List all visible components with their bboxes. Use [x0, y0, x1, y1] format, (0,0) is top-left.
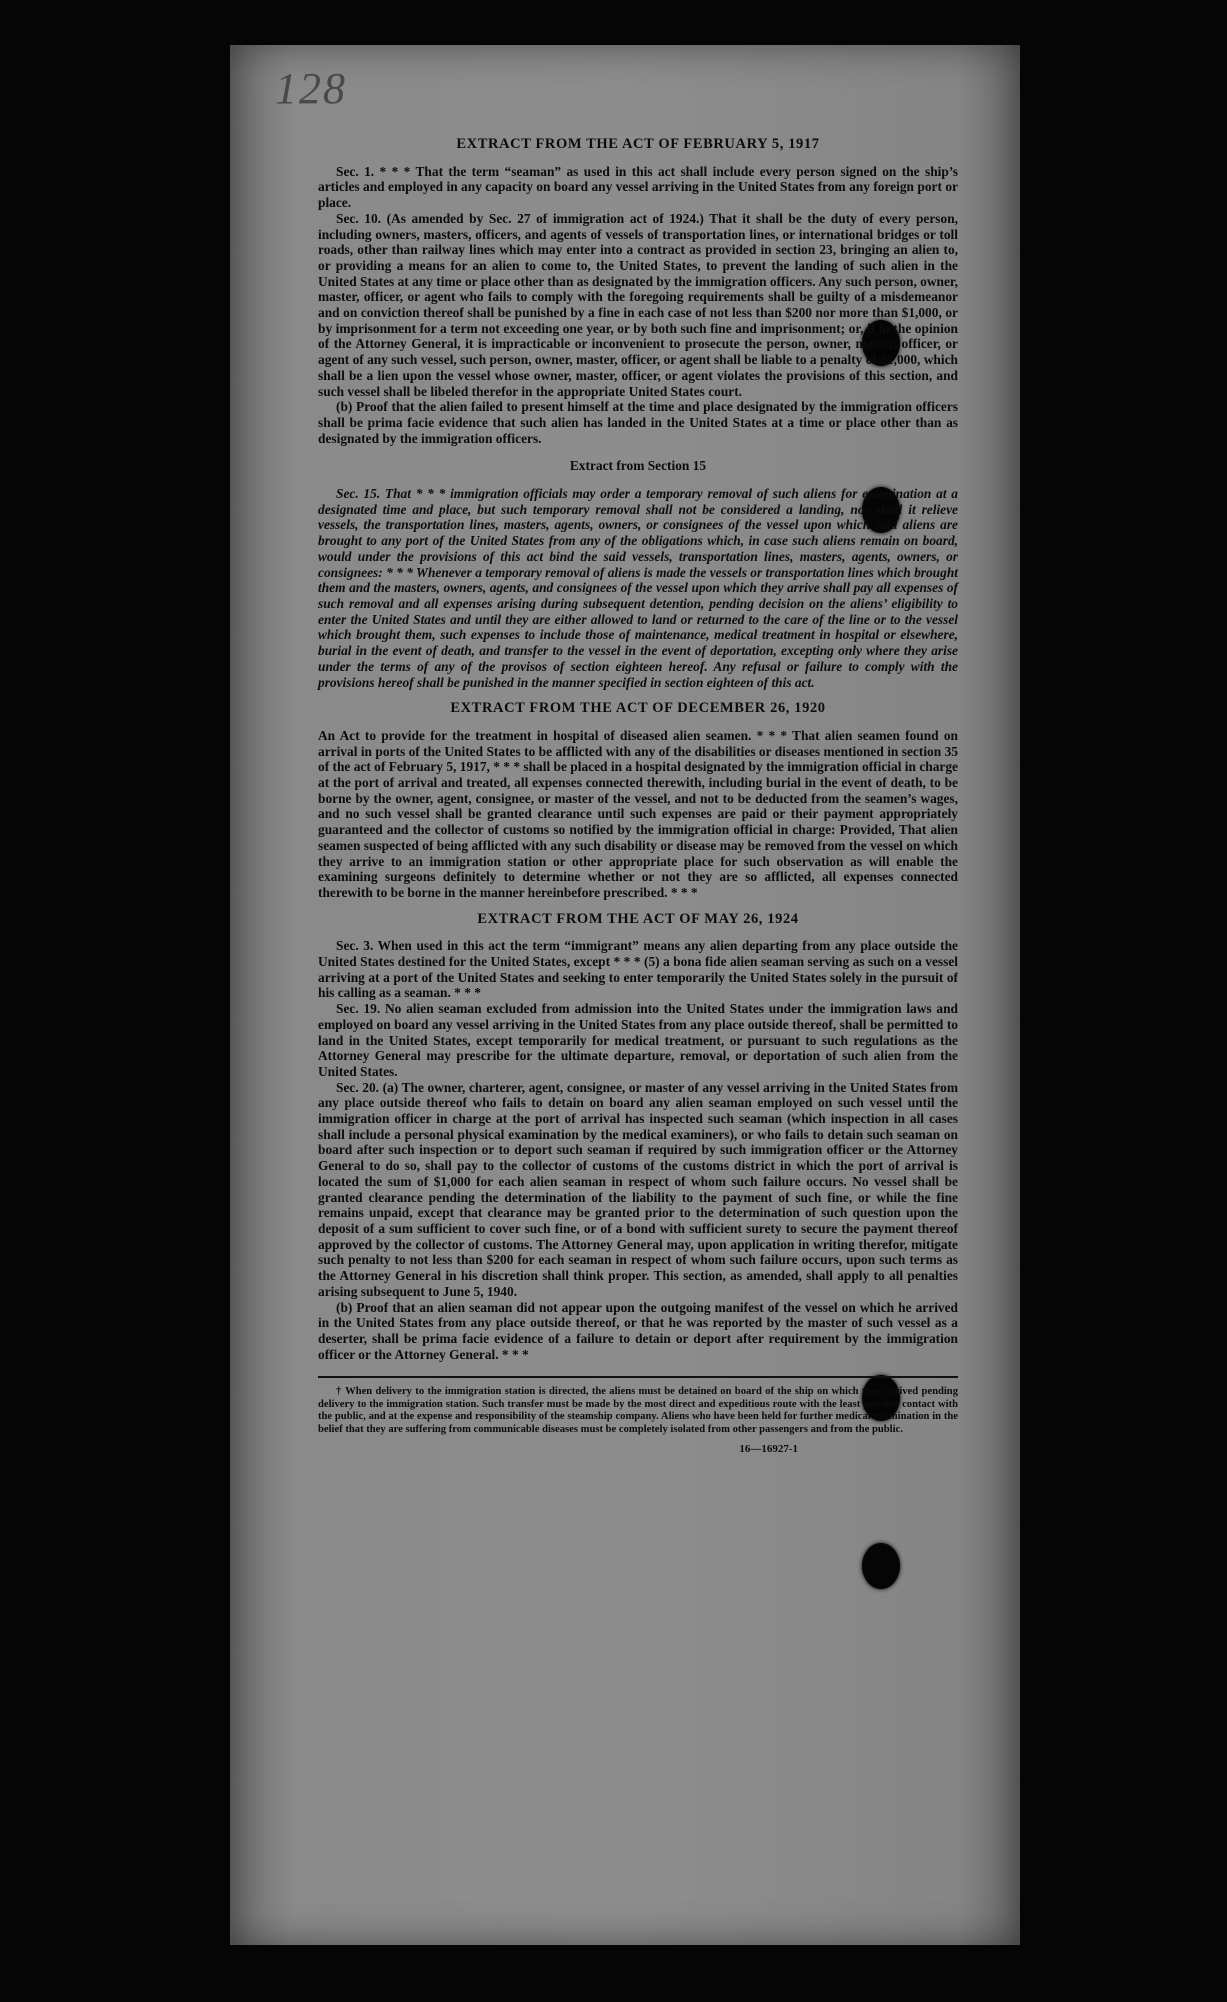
footnote-divider: [318, 1376, 958, 1378]
heading-act-1917: EXTRACT FROM THE ACT OF FEBRUARY 5, 1917: [456, 136, 820, 152]
document-body: [318, 137, 958, 1458]
paragraph-sec-20-b: (b) Proof that an alien seaman did not appear upon the outgoing manifest of the vessel on which he arrived in the United States from any place outside thereof, or that he was reported by the master of such vessel as a deserter, shall be prima facie evidence of a failure to detain or deport after requirement by the immigration officer or the Attorney General. * * *: [318, 1299, 958, 1362]
paragraph-sec-19: Sec. 19. No alien seaman excluded from admission into the United States under the immigration laws and employed on board any vessel arriving in the United States from any place outside thereof, shall be permitted to land in the United States, except temporarily for medical treatment, or pursuant to such regulations as the Attorney General may prescribe for the ultimate departure, removal, or deportation of such alien from the United States.: [318, 1001, 958, 1079]
paragraph-act-1920: An Act to provide for the treatment in hospital of diseased alien seamen. * * * That alien seamen found on arrival in ports of the United States to be afflicted with any of the disabilities or diseases mentioned in section 35 of the act of February 5, 1917, * * * shall be placed in a hospital designated by the immigration official in charge at the port of arrival and treated, all expenses connected therewith, including burial in the event of death, to be borne by the owner, agent, consignee, or master of the vessel, and not to be deducted from the seamen’s wages, and no such vessel shall be granted clearance until such expenses are paid or their payment appropriately guaranteed and the collector of customs so notified by the immigration official in charge: Provided, That alien seamen suspected of being afflicted with any such disability or disease may be removed from the vessel on which they arrive to an immigration station or other appropriate place for such observation as will enable the examining surgeons definitely to determine whether or not they are so afflicted, all expenses connected therewith to be borne in the manner hereinbefore prescribed. * * *: [318, 727, 958, 900]
heading-act-1920: EXTRACT FROM THE ACT OF DECEMBER 26, 1920: [450, 700, 826, 717]
heading-section-15: Extract from Section 15: [569, 458, 707, 474]
punch-hole: [862, 1543, 900, 1589]
paragraph-sec-15: Sec. 15. That * * * immigration officials may order a temporary removal of such aliens for examination at a designated time and place, but such temporary removal shall not be considered a landing, nor shall it relieve vessels, the transportation lines, masters, agents, owners, or consignees of the vessel upon which said aliens are brought to any port of the United States from any of the obligations which, in case such aliens remain on board, would under the provisions of this act bind the said vessels, transportation lines, masters, agents, owners, or consignees: * * * Whenever a temporary removal of aliens is made the vessels or transportation lines which brought them and the masters, owners, agents, and consignees of the vessel upon which they arrive shall pay all expenses of such removal and all expenses arising during subsequent detention, pending decision on the aliens’ eligibility to enter the United States and until they are either allowed to land or returned to the care of the line or to the vessel which brought them, such expenses to include those of maintenance, medical treatment in hospital or elsewhere, burial in the event of death, and transfer to the vessel in the event of deportation, excepting only where they arise under the terms of any of the provisos of section eighteen hereof. Any refusal or failure to comply with the provisions hereof shall be punished in the manner specified in section eighteen of this act.: [318, 486, 958, 690]
footnote: † When delivery to the immigration station is directed, the aliens must be detained on board of the ship on which they arrived pending delivery to the immigration station. Such transfer must be made by the most direct and expeditious route with the least possible contact with the public, and at the expense and responsibility of the steamship company. Aliens who have been held for further medical examination in the belief that they are suffering from communicable diseases must be completely isolated from other passengers and from the public.: [318, 1386, 958, 1435]
paragraph-sec-20-a: Sec. 20. (a) The owner, charterer, agent, consignee, or master of any vessel arriving in the United States from any place outside thereof who fails to detain on board any alien seaman employed on such vessel until the immigration officer in charge at the port of arrival has inspected such seaman (which inspection in all cases shall include a personal physical examination by the medical examiners), or who fails to detain such seaman on board after such inspection or to deport such seaman if required by such immigration officer or the Attorney General to do so, shall pay to the collector of customs of the customs district in which the port of arrival is located the sum of $1,000 for each alien seaman in respect of whom such failure occurs. No vessel shall be granted clearance pending the determination of the liability to the payment of such fine, or while the fine remains unpaid, except that clearance may be granted prior to the determination of such question upon the deposit of a sum sufficient to cover such fine, or of a bond with sufficient surety to secure the payment thereof approved by the collector of customs. The Attorney General may, upon application in writing therefor, mitigate such penalty to not less than $200 for each seaman in respect of whom such failure occurs, upon such terms as the Attorney General in his discretion shall think proper. This section, as amended, shall apply to all penalties arising subsequent to June 5, 1940.: [318, 1079, 958, 1299]
form-code: 16—16927-1: [739, 1442, 798, 1455]
page-number-stamp: 128: [275, 64, 347, 113]
paragraph-sec-1: Sec. 1. * * * That the term “seaman” as used in this act shall include every person signed on the ship’s articles and employed in any capacity on board any vessel arriving in the United States from any foreign port or place.: [318, 163, 958, 211]
paragraph-sec-3: Sec. 3. When used in this act the term “immigrant” means any alien departing from any place outside the United States destined for the United States, except * * * (5) a bona fide alien seaman serving as such on a vessel arriving at a port of the United States and seeking to enter temporarily the United States solely in the pursuit of his calling as a seaman. * * *: [318, 938, 958, 1001]
paragraph-sec-10-b: (b) Proof that the alien failed to present himself at the time and place designated by the immigration officers shall be prima facie evidence that such alien has landed in the United States at a time or place other than as designated by the immigration officers.: [318, 399, 958, 446]
paragraph-sec-10: Sec. 10. (As amended by Sec. 27 of immigration act of 1924.) That it shall be the duty of every person, including owners, masters, officers, and agents of vessels of transportation lines, or international bridges or toll roads, other than railway lines which may enter into a contract as provided in section 23, bringing an alien to, or providing a means for an alien to come to, the United States, to prevent the landing of such alien in the United States at any time or place other than as designated by the immigration officers. Any such person, owner, master, officer, or agent who fails to comply with the foregoing requirements shall be guilty of a misdemeanor and on conviction thereof shall be punished by a fine in each case of not less than $200 nor more than $1,000, or by imprisonment for a term not exceeding one year, or by both such fine and imprisonment; or, if in the opinion of the Attorney General, it is impracticable or inconvenient to prosecute the person, owner, master, officer, or agent of any such vessel, such person, owner, master, officer, or agent shall be liable to a penalty of $1,000, which shall be a lien upon the vessel whose owner, master, officer, or agent violates the provisions of this section, and such vessel shall be libeled therefor in the appropriate United States court.: [318, 210, 958, 399]
document-page: [230, 45, 1020, 1945]
heading-act-1924: EXTRACT FROM THE ACT OF MAY 26, 1924: [477, 910, 799, 927]
